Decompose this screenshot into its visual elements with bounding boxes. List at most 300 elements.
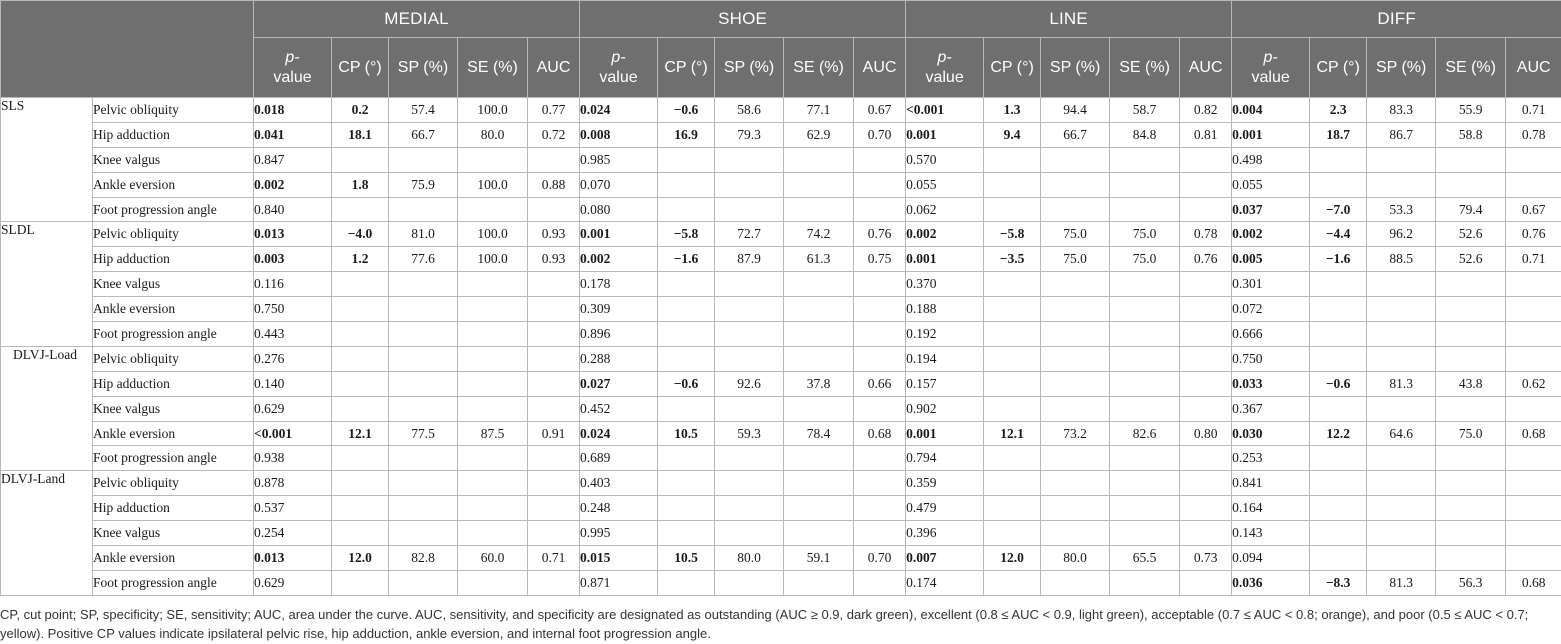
shoe-cp-cell: −0.6 [658,371,715,396]
line-cp-cell [984,570,1041,595]
shoe-cp-cell [658,322,715,347]
medial-se-cell [458,297,528,322]
subheader-p-prefix: p- [611,48,626,66]
medial-cp-cell [332,346,389,371]
measure-label: Foot progression angle [93,197,254,222]
medial-se-cell [458,446,528,471]
shoe-sp-cell [715,147,784,172]
diff-cp-cell [1310,521,1367,546]
diff-p-value-cell: 0.164 [1232,496,1310,521]
line-se-cell [1110,172,1180,197]
diff-sp-cell: 81.3 [1367,371,1436,396]
diff-p-value-cell: 0.004 [1232,98,1310,123]
diff-se-cell: 55.9 [1436,98,1506,123]
medial-sp-cell: 82.8 [389,546,458,571]
line-sp-cell [1041,446,1110,471]
shoe-sp-cell [715,496,784,521]
diff-se-cell [1436,396,1506,421]
table-row [1,172,1561,197]
line-p-value-cell: 0.062 [906,197,984,222]
diff-p-value-cell: 0.301 [1232,272,1310,297]
line-auc-cell [1180,396,1232,421]
line-cp-cell: 9.4 [984,122,1041,147]
line-se-cell: 58.7 [1110,98,1180,123]
medial-p-value-cell: 0.443 [254,322,332,347]
medial-p-value-cell: 0.537 [254,496,332,521]
diff-se-cell [1436,346,1506,371]
line-sp-cell: 66.7 [1041,122,1110,147]
shoe-auc-cell [854,172,906,197]
line-sp-cell [1041,197,1110,222]
shoe-auc-cell [854,346,906,371]
shoe-cp-cell: −0.6 [658,98,715,123]
diff-p-value-cell: 0.498 [1232,147,1310,172]
line-cp-cell: −3.5 [984,247,1041,272]
diff-auc-cell: 0.78 [1506,122,1561,147]
line-auc-cell [1180,496,1232,521]
line-cp-cell: −5.8 [984,222,1041,247]
shoe-sp-cell [715,446,784,471]
line-sp-cell [1041,496,1110,521]
diff-auc-cell: 0.62 [1506,371,1561,396]
line-se-cell [1110,396,1180,421]
shoe-cp-cell: 10.5 [658,546,715,571]
section-label: DLVJ-Load [1,346,93,470]
diff-sp-cell [1367,471,1436,496]
diff-cp-cell [1310,446,1367,471]
medial-cp-cell [332,297,389,322]
medial-sp-cell: 66.7 [389,122,458,147]
shoe-se-cell [784,322,854,347]
shoe-p-value-cell: 0.309 [580,297,658,322]
medial-sp-cell [389,346,458,371]
diff-sp-cell [1367,446,1436,471]
diff-sp-cell: 83.3 [1367,98,1436,123]
shoe-auc-cell: 0.68 [854,421,906,446]
medial-auc-cell [528,272,580,297]
diff-sp-cell [1367,322,1436,347]
diff-cp-cell: −7.0 [1310,197,1367,222]
shoe-auc-cell: 0.76 [854,222,906,247]
diff-sp-cell: 81.3 [1367,570,1436,595]
diff-sp-cell: 86.7 [1367,122,1436,147]
line-se-cell [1110,446,1180,471]
line-se-cell: 75.0 [1110,247,1180,272]
medial-p-value-cell: 0.878 [254,471,332,496]
section-label: DLVJ-Land [1,471,93,595]
line-p-value-cell: 0.192 [906,322,984,347]
diff-p-value-cell: 0.036 [1232,570,1310,595]
subheader-p-prefix: p- [937,48,952,66]
table-row [1,570,1561,595]
medial-sp-cell [389,496,458,521]
line-auc-cell: 0.81 [1180,122,1232,147]
shoe-cp-cell [658,521,715,546]
measure-label: Hip adduction [93,122,254,147]
diff-se-cell: 43.8 [1436,371,1506,396]
line-cp-cell [984,346,1041,371]
measure-label: Pelvic obliquity [93,346,254,371]
line-auc-cell [1180,346,1232,371]
shoe-auc-cell [854,521,906,546]
table-row [1,371,1561,396]
medial-p-value-cell: 0.629 [254,570,332,595]
shoe-auc-cell [854,471,906,496]
medial-cp-cell [332,396,389,421]
diff-p-value-cell: 0.030 [1232,421,1310,446]
line-se-cell [1110,197,1180,222]
shoe-p-value-cell: 0.871 [580,570,658,595]
diff-se-cell [1436,172,1506,197]
shoe-se-cell: 61.3 [784,247,854,272]
line-auc-cell [1180,521,1232,546]
diff-auc-cell [1506,446,1561,471]
line-auc-cell [1180,297,1232,322]
diff-cp-cell [1310,172,1367,197]
medial-cp-cell: 18.1 [332,122,389,147]
line-sp-cell: 94.4 [1041,98,1110,123]
shoe-sp-cell [715,471,784,496]
shoe-auc-cell [854,446,906,471]
line-p-value-cell: 0.194 [906,346,984,371]
diff-cp-cell [1310,496,1367,521]
medial-cp-cell [332,521,389,546]
diff-se-cell [1436,546,1506,571]
subheader-cp-diff: CP (°) [1310,38,1367,98]
medial-se-cell [458,346,528,371]
diff-se-cell: 79.4 [1436,197,1506,222]
table-row [1,546,1561,571]
measure-label: Knee valgus [93,521,254,546]
shoe-auc-cell [854,322,906,347]
shoe-se-cell [784,570,854,595]
shoe-p-value-cell: 0.070 [580,172,658,197]
line-se-cell [1110,346,1180,371]
subheader-p-suffix: value [1251,68,1290,86]
shoe-sp-cell [715,272,784,297]
line-auc-cell [1180,197,1232,222]
diff-sp-cell [1367,521,1436,546]
table-row [1,222,1561,247]
subheader-sp-diff: SP (%) [1367,38,1436,98]
shoe-cp-cell [658,272,715,297]
shoe-sp-cell [715,521,784,546]
line-se-cell [1110,322,1180,347]
subheader-p-prefix: p- [1263,48,1278,66]
medial-cp-cell [332,147,389,172]
shoe-cp-cell [658,471,715,496]
shoe-sp-cell [715,396,784,421]
diff-p-value-cell: 0.367 [1232,396,1310,421]
line-cp-cell [984,272,1041,297]
medial-cp-cell: 12.0 [332,546,389,571]
measure-label: Foot progression angle [93,570,254,595]
medial-p-value-cell: 0.013 [254,222,332,247]
table-row [1,322,1561,347]
diff-p-value-cell: 0.033 [1232,371,1310,396]
line-auc-cell: 0.73 [1180,546,1232,571]
medial-auc-cell [528,346,580,371]
medial-p-value-cell: 0.013 [254,546,332,571]
diff-auc-cell [1506,272,1561,297]
shoe-p-value-cell: 0.985 [580,147,658,172]
medial-se-cell: 100.0 [458,172,528,197]
shoe-se-cell: 59.1 [784,546,854,571]
medial-se-cell [458,147,528,172]
line-cp-cell: 1.3 [984,98,1041,123]
shoe-cp-cell [658,147,715,172]
medial-sp-cell: 77.5 [389,421,458,446]
diff-cp-cell [1310,297,1367,322]
diff-cp-cell [1310,546,1367,571]
measure-label: Pelvic obliquity [93,98,254,123]
diff-auc-cell [1506,172,1561,197]
medial-se-cell: 87.5 [458,421,528,446]
line-sp-cell: 80.0 [1041,546,1110,571]
line-sp-cell [1041,396,1110,421]
table-row [1,197,1561,222]
diff-se-cell [1436,521,1506,546]
diff-p-value-cell: 0.143 [1232,521,1310,546]
medial-se-cell: 100.0 [458,222,528,247]
line-p-value-cell: 0.157 [906,371,984,396]
header-corner [1,1,254,98]
shoe-se-cell [784,521,854,546]
measure-label: Ankle eversion [93,546,254,571]
line-cp-cell [984,147,1041,172]
diff-se-cell [1436,272,1506,297]
medial-sp-cell [389,322,458,347]
medial-sp-cell [389,371,458,396]
subheader-auc-line: AUC [1180,38,1232,98]
diff-cp-cell [1310,147,1367,172]
diff-p-value-cell: 0.001 [1232,122,1310,147]
line-se-cell: 82.6 [1110,421,1180,446]
line-se-cell [1110,297,1180,322]
diff-p-value-cell: 0.055 [1232,172,1310,197]
line-cp-cell [984,396,1041,421]
line-p-value-cell: 0.570 [906,147,984,172]
measure-label: Foot progression angle [93,322,254,347]
medial-cp-cell: 1.2 [332,247,389,272]
shoe-se-cell [784,272,854,297]
medial-se-cell [458,521,528,546]
line-sp-cell [1041,172,1110,197]
table-row [1,346,1561,371]
table-header [1,1,1561,98]
table-row [1,147,1561,172]
medial-se-cell [458,496,528,521]
shoe-auc-cell [854,496,906,521]
diff-sp-cell [1367,496,1436,521]
subheader-p-suffix: value [273,68,312,86]
diff-se-cell [1436,297,1506,322]
shoe-auc-cell: 0.70 [854,122,906,147]
diff-se-cell [1436,322,1506,347]
diff-auc-cell: 0.76 [1506,222,1561,247]
medial-sp-cell [389,147,458,172]
shoe-auc-cell [854,147,906,172]
diff-p-value-cell: 0.253 [1232,446,1310,471]
shoe-p-value-cell: 0.024 [580,98,658,123]
shoe-se-cell [784,471,854,496]
medial-se-cell: 100.0 [458,247,528,272]
shoe-sp-cell [715,346,784,371]
subheader-sp-medial: SP (%) [389,38,458,98]
diff-se-cell [1436,471,1506,496]
line-cp-cell [984,297,1041,322]
diff-p-value-cell: 0.841 [1232,471,1310,496]
shoe-se-cell: 78.4 [784,421,854,446]
diff-se-cell [1436,147,1506,172]
line-se-cell [1110,521,1180,546]
shoe-sp-cell [715,197,784,222]
medial-sp-cell [389,197,458,222]
line-cp-cell [984,521,1041,546]
shoe-sp-cell: 87.9 [715,247,784,272]
measure-label: Hip adduction [93,247,254,272]
diff-sp-cell [1367,297,1436,322]
diff-se-cell: 52.6 [1436,222,1506,247]
diff-sp-cell [1367,147,1436,172]
medial-p-value-cell: 0.938 [254,446,332,471]
diff-auc-cell [1506,147,1561,172]
medial-se-cell [458,471,528,496]
shoe-p-value-cell: 0.403 [580,471,658,496]
shoe-p-value-cell: 0.001 [580,222,658,247]
shoe-auc-cell: 0.75 [854,247,906,272]
medial-se-cell [458,197,528,222]
diff-auc-cell [1506,496,1561,521]
diff-se-cell [1436,496,1506,521]
line-sp-cell [1041,297,1110,322]
section-label: SLDL [1,222,93,346]
medial-p-value-cell: 0.847 [254,147,332,172]
medial-cp-cell [332,496,389,521]
line-sp-cell [1041,471,1110,496]
shoe-sp-cell [715,570,784,595]
shoe-cp-cell [658,396,715,421]
diff-cp-cell [1310,471,1367,496]
table-row [1,98,1561,123]
line-p-value-cell: 0.001 [906,247,984,272]
medial-cp-cell [332,446,389,471]
medial-p-value-cell: 0.116 [254,272,332,297]
line-cp-cell: 12.1 [984,421,1041,446]
shoe-p-value-cell: 0.178 [580,272,658,297]
table-row [1,396,1561,421]
diff-p-value-cell: 0.666 [1232,322,1310,347]
diff-se-cell [1436,446,1506,471]
subheader-se-diff: SE (%) [1436,38,1506,98]
shoe-p-value-cell: 0.080 [580,197,658,222]
shoe-auc-cell: 0.70 [854,546,906,571]
diff-auc-cell [1506,521,1561,546]
line-p-value-cell: 0.359 [906,471,984,496]
diff-cp-cell: −1.6 [1310,247,1367,272]
line-p-value-cell: 0.370 [906,272,984,297]
medial-auc-cell [528,396,580,421]
line-sp-cell: 75.0 [1041,222,1110,247]
line-auc-cell [1180,272,1232,297]
medial-auc-cell: 0.93 [528,247,580,272]
diff-sp-cell [1367,396,1436,421]
medial-p-value-cell: 0.018 [254,98,332,123]
medial-p-value-cell: 0.629 [254,396,332,421]
medial-se-cell: 100.0 [458,98,528,123]
table-body [1,98,1561,596]
shoe-sp-cell: 59.3 [715,421,784,446]
line-auc-cell [1180,471,1232,496]
line-se-cell [1110,570,1180,595]
medial-auc-cell [528,446,580,471]
diff-auc-cell [1506,471,1561,496]
shoe-p-value-cell: 0.024 [580,421,658,446]
shoe-p-value-cell: 0.995 [580,521,658,546]
shoe-se-cell [784,396,854,421]
shoe-cp-cell [658,496,715,521]
diff-sp-cell: 88.5 [1367,247,1436,272]
diff-se-cell: 56.3 [1436,570,1506,595]
shoe-se-cell [784,346,854,371]
shoe-auc-cell: 0.66 [854,371,906,396]
diff-cp-cell [1310,396,1367,421]
diff-se-cell: 52.6 [1436,247,1506,272]
diff-p-value-cell: 0.002 [1232,222,1310,247]
shoe-se-cell [784,496,854,521]
shoe-auc-cell [854,570,906,595]
line-auc-cell [1180,147,1232,172]
shoe-cp-cell [658,570,715,595]
medial-auc-cell: 0.88 [528,172,580,197]
line-p-value-cell: 0.902 [906,396,984,421]
subheader-p-suffix: value [599,68,638,86]
medial-cp-cell: 0.2 [332,98,389,123]
line-cp-cell: 12.0 [984,546,1041,571]
header-row-groups [1,1,1561,38]
diff-sp-cell: 96.2 [1367,222,1436,247]
shoe-sp-cell: 72.7 [715,222,784,247]
shoe-cp-cell [658,446,715,471]
line-auc-cell [1180,371,1232,396]
subheader-auc-medial: AUC [528,38,580,98]
shoe-cp-cell [658,197,715,222]
subheader-p-suffix: value [925,68,964,86]
line-auc-cell: 0.76 [1180,247,1232,272]
diff-p-value-cell: 0.750 [1232,346,1310,371]
medial-auc-cell [528,147,580,172]
medial-se-cell: 60.0 [458,546,528,571]
shoe-auc-cell: 0.67 [854,98,906,123]
line-auc-cell: 0.78 [1180,222,1232,247]
diff-cp-cell: 12.2 [1310,421,1367,446]
shoe-auc-cell [854,272,906,297]
subheader-p-value-medial [254,38,332,98]
shoe-p-value-cell: 0.452 [580,396,658,421]
shoe-p-value-cell: 0.288 [580,346,658,371]
medial-p-value-cell: 0.041 [254,122,332,147]
shoe-sp-cell [715,172,784,197]
diff-se-cell: 58.8 [1436,122,1506,147]
shoe-p-value-cell: 0.002 [580,247,658,272]
line-se-cell: 84.8 [1110,122,1180,147]
medial-sp-cell: 77.6 [389,247,458,272]
shoe-cp-cell: 16.9 [658,122,715,147]
subheader-p-value-shoe [580,38,658,98]
subheader-cp-line: CP (°) [984,38,1041,98]
diff-cp-cell: −0.6 [1310,371,1367,396]
medial-auc-cell [528,371,580,396]
